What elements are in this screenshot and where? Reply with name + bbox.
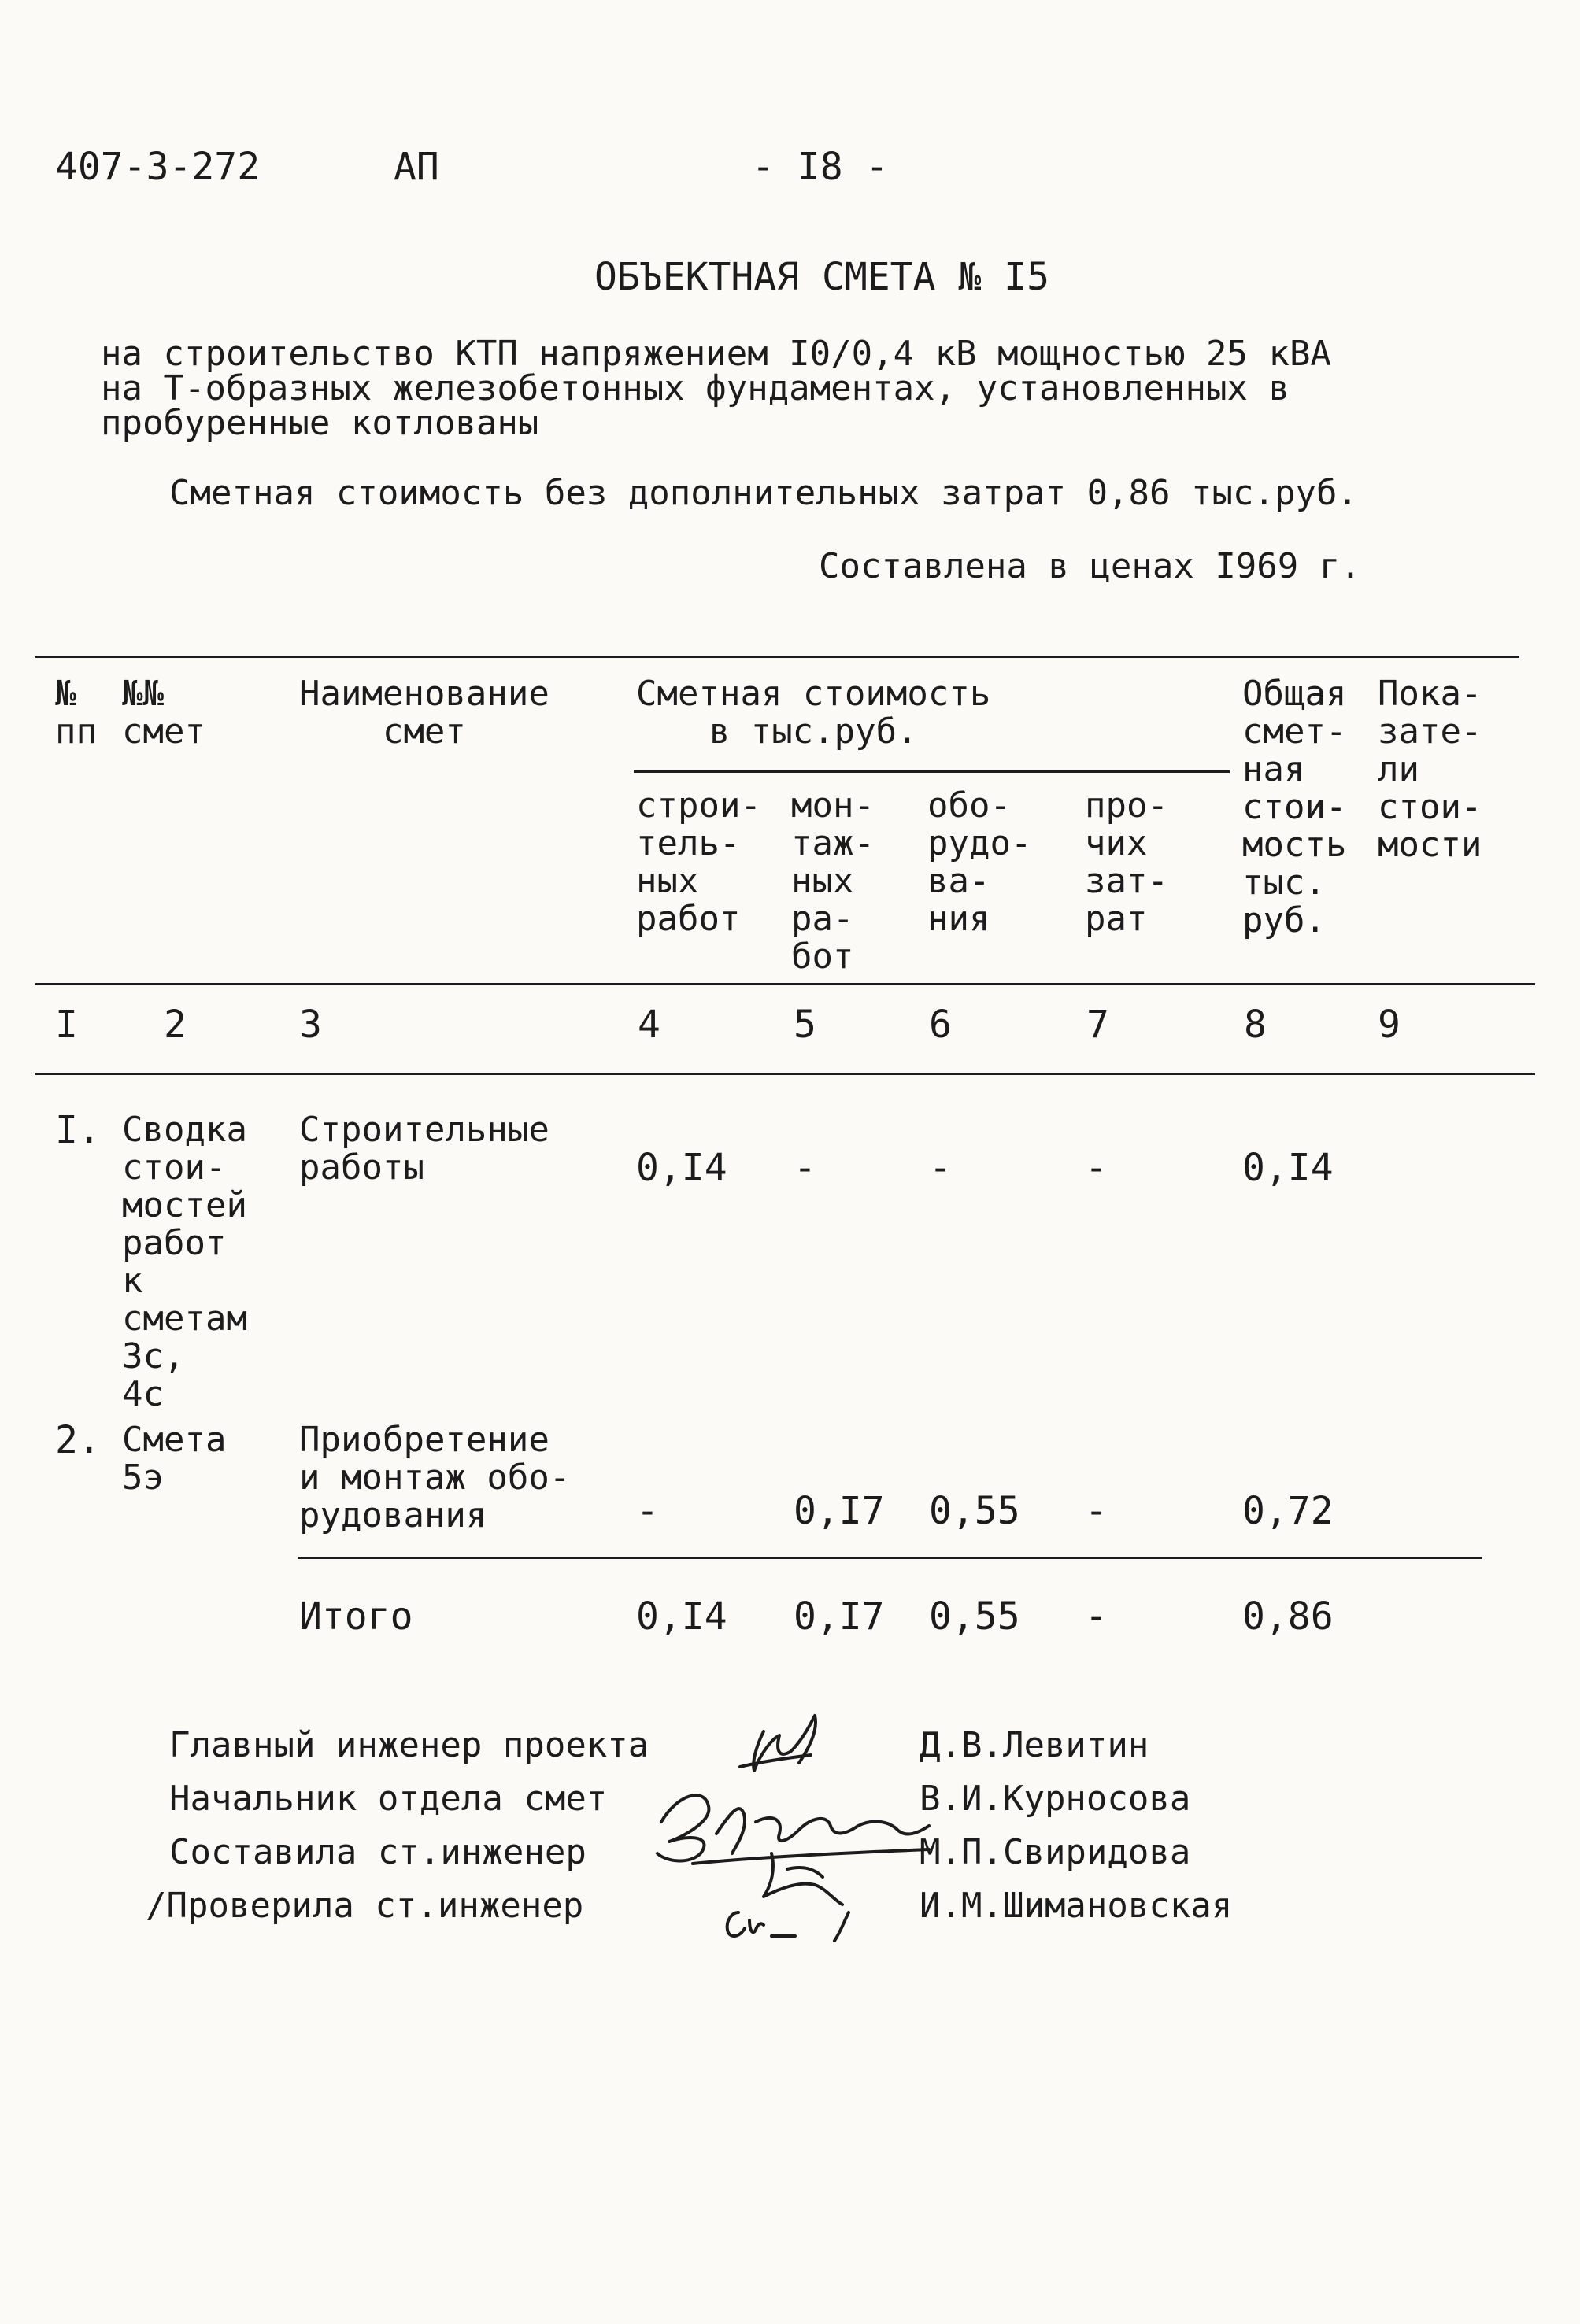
row-1-construction: 0,I4 [636,1146,727,1190]
header-col-3: Наименование смет [299,674,549,752]
header-col-8: Общая смет- ная стои- мость тыс. руб. [1242,674,1347,940]
col-number-5: 5 [794,1003,816,1047]
row-2-construction: - [636,1489,659,1533]
description-line-1: на строительство КТП напряжением I0/0,4 кВ мощностью 25 кВА [101,334,1331,374]
col-number-2: 2 [164,1003,187,1047]
row-1-ref: Сводка стои- мостей работ к сметам 3с, 4с [122,1110,247,1414]
description-line-3: пробуренные котлованы [101,403,539,443]
group-header-rule [634,770,1230,773]
signature-role-3: Составила ст.инженер [169,1832,586,1872]
doc-code: 407-3-272 [55,145,261,189]
signature-name-2: В.И.Курносова [920,1779,1191,1819]
col-number-1: I [55,1003,78,1047]
row-2-installation: 0,I7 [794,1489,885,1533]
signature-kurnosova [657,1795,929,1864]
total-other: - [1085,1594,1108,1639]
header-col-9: Пока- зате- ли стои- мости [1378,674,1482,865]
row-1-equipment: - [929,1146,952,1190]
row-2-other: - [1085,1489,1108,1533]
signature-role-1: Главный инженер проекта [169,1725,649,1765]
col-number-4: 4 [638,1003,660,1047]
col-number-7: 7 [1086,1003,1109,1047]
signature-levitin [740,1716,816,1771]
signature-name-4: И.М.Шимановская [920,1886,1233,1926]
handwritten-signatures [646,1676,960,1944]
signature-name-3: М.П.Свиридова [920,1832,1191,1872]
col-number-8: 8 [1244,1003,1267,1047]
row-2-ref: Смета 5э [122,1420,227,1498]
signature-name-1: Д.В.Левитин [920,1725,1149,1765]
document-title: ОБЪЕКТНАЯ СМЕТА № I5 [594,255,1049,299]
row-2-name: Приобретение и монтаж обо- рудования [299,1420,571,1535]
doc-section: АП [394,145,439,189]
row-2-equipment: 0,55 [929,1489,1020,1533]
header-bottom-rule [35,983,1535,985]
header-col-1: № пп [55,674,97,752]
header-col-4: строи- тель- ных работ [636,785,761,939]
table-top-rule [35,656,1519,658]
header-col-6: обо- рудо- ва- ния [927,785,1032,939]
description-line-2: на Т-образных железобетонных фундаментах, установленных в [101,368,1290,408]
column-numbers-rule [35,1073,1535,1075]
row-1-installation: - [794,1146,816,1190]
cost-line: Сметная стоимость без дополнительных затрат 0,86 тыс.руб. [169,473,1358,513]
total-label: Итого [299,1594,413,1639]
total-construction: 0,I4 [636,1594,727,1639]
total-total: 0,86 [1242,1594,1334,1639]
row-1-number: I. [55,1108,101,1152]
signature-sviridova [764,1853,842,1905]
row-1-total: 0,I4 [1242,1146,1334,1190]
header-cost-group: Сметная стоимость в тыс.руб. [636,674,991,752]
signature-shimanovskaya [727,1912,849,1941]
col-number-9: 9 [1378,1003,1401,1047]
signature-role-4: /Проверила ст.инженер [146,1886,584,1926]
row-1-name: Строительные работы [299,1110,549,1188]
col-number-6: 6 [929,1003,952,1047]
header-col-7: про- чих зат- рат [1085,785,1168,939]
total-equipment: 0,55 [929,1594,1020,1639]
header-col-2: №№ смет [122,674,205,752]
prices-line: Составлена в ценах I969 г. [819,546,1361,586]
row-1-other: - [1085,1146,1108,1190]
total-rule [298,1557,1482,1559]
total-installation: 0,I7 [794,1594,885,1639]
row-2-total: 0,72 [1242,1489,1334,1533]
col-number-3: 3 [299,1003,322,1047]
row-2-number: 2. [55,1418,101,1462]
page-number: - I8 - [752,145,889,189]
header-col-5: мон- таж- ных ра- бот [791,785,875,977]
signature-role-2: Начальник отдела смет [169,1779,608,1819]
